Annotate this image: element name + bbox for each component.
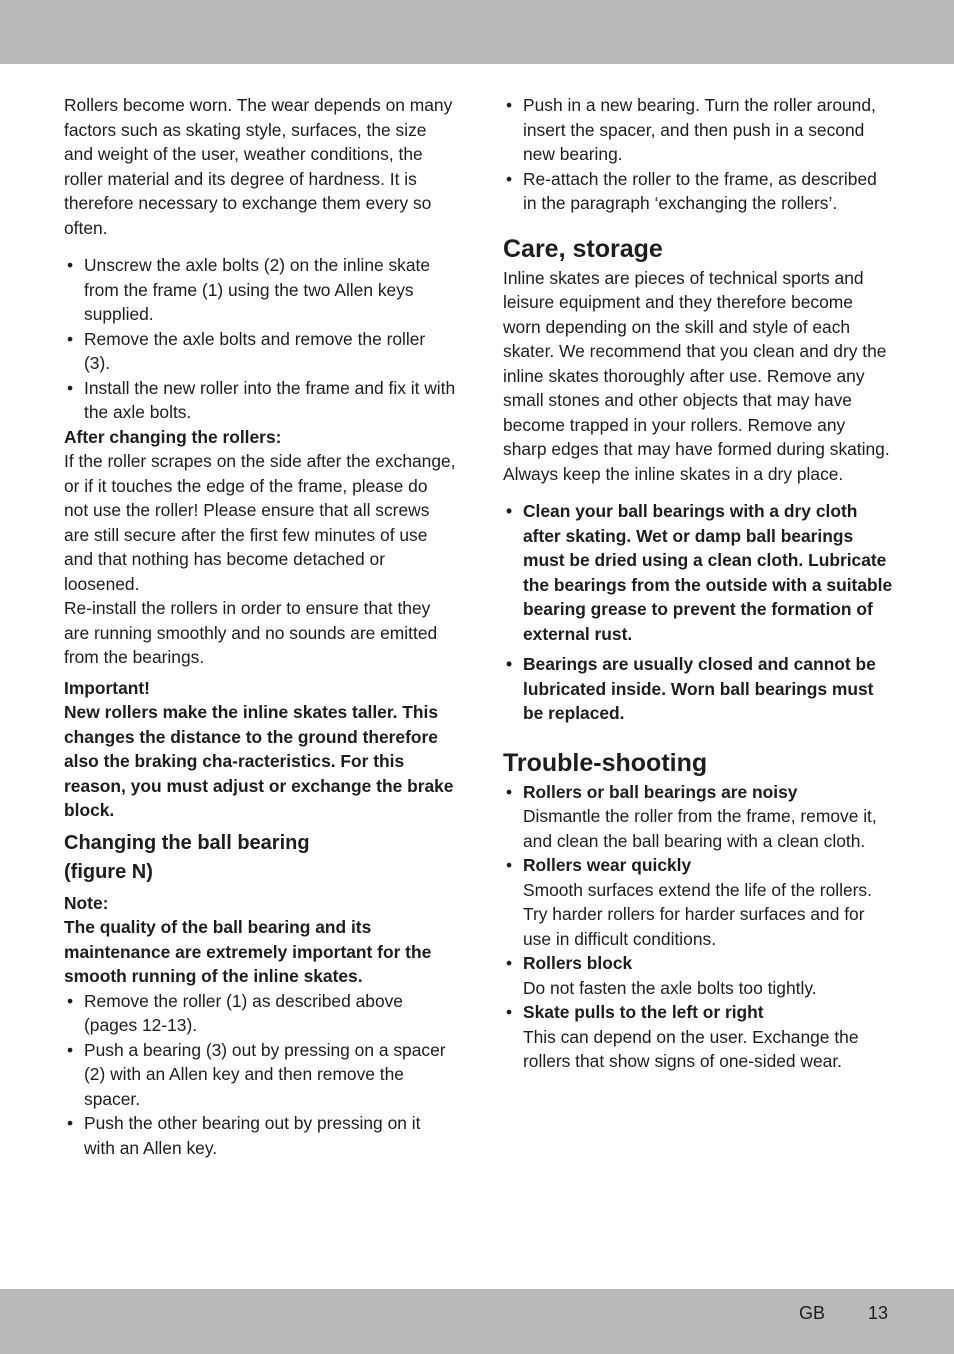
trouble-title: Rollers or ball bearings are noisy bbox=[523, 781, 798, 802]
trouble-list bbox=[503, 780, 893, 1074]
list-item: • Push in a new bearing. Turn the roller around, insert the spacer, and then push in a second new bearing. bbox=[503, 93, 893, 167]
list-item bbox=[503, 1000, 893, 1074]
footer-language-code: GB bbox=[799, 1303, 826, 1323]
right-column bbox=[503, 93, 893, 1074]
list-item: • Re-attach the roller to the frame, as described in the paragraph ‘exchanging the rollers’. bbox=[503, 167, 893, 216]
list-item bbox=[503, 780, 893, 854]
trouble-text: Smooth surfaces extend the life of the rollers. Try harder rollers for harder surfaces and for use in difficult conditions. bbox=[523, 879, 872, 949]
note-text: The quality of the ball bearing and its maintenance are extremely important for the smooth running of the inline skates. bbox=[64, 917, 432, 986]
ball-bearing-heading: Changing the ball bearing (figure N) bbox=[64, 831, 310, 883]
care-bullets-list bbox=[503, 499, 893, 726]
list-item: • Remove the roller (1) as described above (pages 12-13). bbox=[64, 989, 456, 1038]
list-item: • Remove the axle bolts and remove the roller (3). bbox=[64, 327, 456, 376]
list-item bbox=[503, 951, 893, 1000]
trouble-title: Skate pulls to the left or right bbox=[523, 1002, 764, 1022]
list-item: • Push the other bearing out by pressing on it with an Allen key. bbox=[64, 1111, 456, 1160]
intro-paragraph: Rollers become worn. The wear depends on many factors such as skating style, surfaces, the size and weight of the user, weather conditions, the roller material and its degree of hardness. It is therefore necessary to exchange them every so often. bbox=[64, 95, 453, 238]
page-number: 13 bbox=[868, 1303, 889, 1323]
trouble-text: This can depend on the user. Exchange the rollers that show signs of one-sided wear. bbox=[523, 1026, 859, 1071]
after-changing-heading: After changing the rollers: bbox=[64, 426, 282, 447]
important-heading: Important! bbox=[64, 677, 150, 698]
roller-steps-list bbox=[64, 253, 456, 425]
list-item: • Bearings are usually closed and cannot be lubricated inside. Worn ball bearings must be replaced. bbox=[503, 652, 893, 726]
list-item: • Install the new roller into the frame and fix it with the axle bolts. bbox=[64, 376, 456, 425]
trouble-shooting-heading: Trouble-shooting bbox=[503, 748, 708, 777]
list-item: • Push a bearing (3) out by pressing on a spacer (2) with an Allen key and then remove the spacer. bbox=[64, 1038, 456, 1112]
important-text: New rollers make the inline skates taller. This changes the distance to the ground therefore also the braking cha-racteristics. For this reason, you must adjust or exchange the brake block. bbox=[64, 702, 454, 820]
bearing-steps-cont-list bbox=[503, 93, 893, 216]
bearing-steps-list bbox=[64, 989, 456, 1161]
trouble-title: Rollers block bbox=[523, 953, 633, 973]
trouble-text: Do not fasten the axle bolts too tightly. bbox=[523, 977, 817, 998]
list-item bbox=[503, 853, 893, 951]
reinstall-text: Re-install the rollers in order to ensure that they are running smoothly and no sounds are emitted from the bearings. bbox=[64, 598, 438, 667]
header-bar bbox=[0, 0, 954, 64]
care-paragraph: Inline skates are pieces of technical sports and leisure equipment and they therefore become worn depending on the skill and style of each skater. We recommend that you clean and dry the inline skates thoroughly after use. Remove any small stones and other objects that may have become trapped in your rollers. Remove any sharp edges that may have formed during skating. Always keep the inline skates in a dry place. bbox=[503, 267, 890, 484]
trouble-title: Rollers wear quickly bbox=[523, 855, 692, 875]
trouble-text: Dismantle the roller from the frame, remove it, and clean the ball bearing with a clean cloth. bbox=[523, 806, 877, 851]
care-storage-heading: Care, storage bbox=[503, 234, 663, 263]
left-column bbox=[64, 93, 456, 1160]
note-heading: Note: bbox=[64, 892, 109, 913]
list-item: • Unscrew the axle bolts (2) on the inline skate from the frame (1) using the two Allen keys supplied. bbox=[64, 253, 456, 327]
list-item: • Clean your ball bearings with a dry cloth after skating. Wet or damp ball bearings must be dried using a clean cloth. Lubricate the bearings from the outside with a suitable bearing grease to prevent the formation of external rust. bbox=[503, 499, 893, 646]
after-changing-text: If the roller scrapes on the side after the exchange, or if it touches the edge of the frame, please do not use the roller! Please ensure that all screws are still secure after the first few minutes of use and that nothing has become detached or loosened. bbox=[64, 451, 456, 594]
